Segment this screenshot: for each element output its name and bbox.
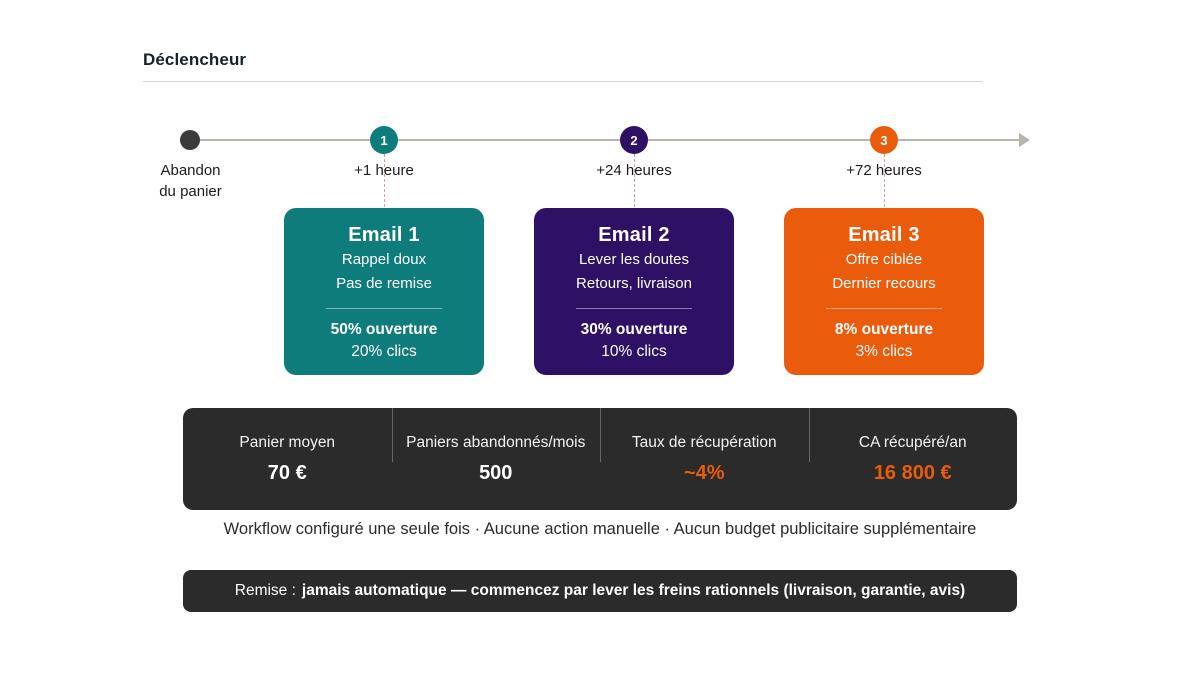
- email-card-3-line1: Offre ciblée: [845, 251, 923, 268]
- timeline-label-2: +24 heures: [596, 162, 672, 179]
- email-card-2-line2: Retours, livraison: [576, 275, 692, 292]
- email-card-2-line1: Lever les doutes: [578, 251, 690, 268]
- email-card-3-line2: Dernier recours: [832, 275, 936, 292]
- stat-ca-recupere-value: 16 800 €: [873, 461, 952, 484]
- stat-taux-recuperation-label: Taux de récupération: [631, 433, 777, 451]
- timeline-node-start: [180, 130, 200, 150]
- timeline-axis: [188, 139, 1028, 141]
- email-card-1-line2: Pas de remise: [336, 275, 432, 292]
- bottom-banner: [183, 570, 1017, 612]
- timeline-node-1[interactable]: 1: [370, 126, 398, 154]
- stat-ca-recupere: [809, 434, 1018, 485]
- timeline-label-start-line1: Abandon: [160, 162, 221, 179]
- bottom-banner-lead: Remise :: [234, 582, 296, 599]
- stats-bar: [183, 408, 1017, 510]
- stat-paniers-abandonnes-label: Paniers abandonnés/mois: [406, 433, 586, 451]
- header-divider: [143, 81, 983, 82]
- stat-paniers-abandonnes-value: 500: [479, 461, 513, 484]
- email-card-2-title: Email 2: [598, 224, 670, 246]
- timeline-node-2[interactable]: 2: [620, 126, 648, 154]
- email-card-3-divider: [826, 308, 942, 309]
- stat-paniers-abandonnes: [392, 434, 601, 485]
- stat-taux-recuperation-value: ~4%: [683, 461, 725, 484]
- timeline-node-3[interactable]: 3: [870, 126, 898, 154]
- email-card-2[interactable]: [534, 208, 734, 375]
- email-card-list: [143, 208, 1043, 378]
- timeline-label-start: [143, 160, 238, 202]
- timeline-arrow-icon: [1019, 133, 1030, 147]
- email-card-1-title: Email 1: [348, 224, 420, 246]
- timeline: [143, 120, 1003, 200]
- stat-ca-recupere-label: CA récupéré/an: [858, 433, 967, 451]
- email-card-3-metric-click: 3% clics: [855, 343, 913, 360]
- email-card-2-metric-click: 10% clics: [601, 343, 667, 360]
- timeline-label-1: +1 heure: [354, 162, 414, 179]
- bottom-banner-message: jamais automatique — commencez par lever les freins rationnels (livraison, garantie, avis): [301, 582, 966, 599]
- email-card-3-title: Email 3: [848, 224, 920, 246]
- stat-panier-moyen-value: 70 €: [267, 461, 307, 484]
- email-card-1-metric-open: 50% ouverture: [330, 321, 438, 338]
- email-card-3[interactable]: [784, 208, 984, 375]
- stat-panier-moyen-label: Panier moyen: [239, 433, 336, 451]
- email-card-1-divider: [326, 308, 442, 309]
- email-card-1-metric-click: 20% clics: [351, 343, 417, 360]
- email-card-1-line1: Rappel doux: [341, 251, 427, 268]
- timeline-label-start-line2: du panier: [159, 183, 222, 200]
- header: [143, 50, 983, 82]
- stat-panier-moyen: [183, 434, 392, 485]
- email-card-3-metric-open: 8% ouverture: [834, 321, 934, 338]
- footnote: Workflow configuré une seule fois · Aucune action manuelle · Aucun budget publicitaire supplémentaire: [223, 520, 977, 538]
- email-card-1[interactable]: [284, 208, 484, 375]
- timeline-label-3: +72 heures: [846, 162, 922, 179]
- stat-taux-recuperation: [600, 434, 809, 485]
- email-card-2-divider: [576, 308, 692, 309]
- page-title: Déclencheur: [143, 50, 247, 69]
- email-card-2-metric-open: 30% ouverture: [580, 321, 688, 338]
